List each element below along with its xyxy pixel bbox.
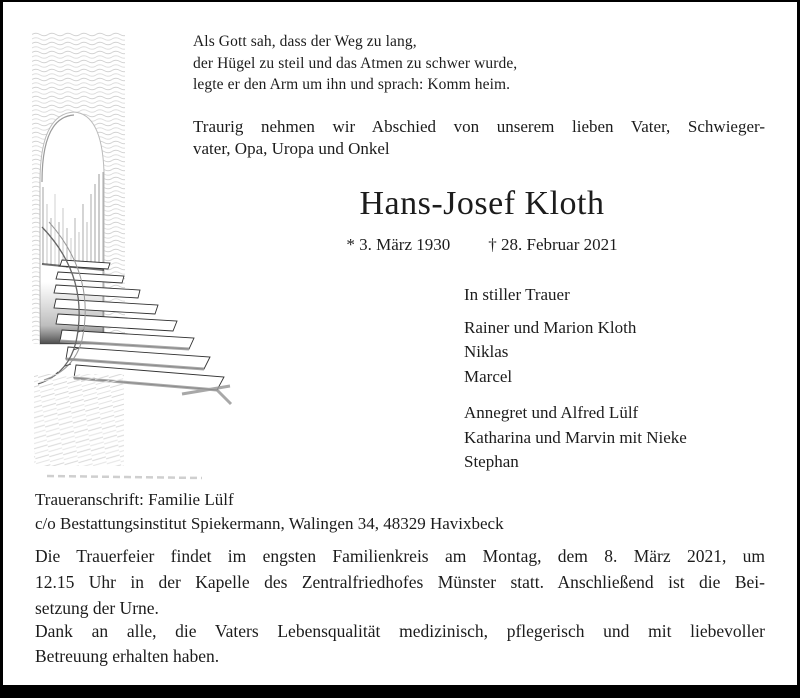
- thanks-note-line: Dank an alle, die Vaters Lebensqualität medizinisch, pflegerisch und mit liebevoller: [35, 621, 765, 641]
- mourners-section: [464, 283, 687, 475]
- mourner-group: [464, 316, 687, 390]
- funeral-info-line: 12.15 Uhr in der Kapelle des Zentralfriedhofes Münster statt. Anschließend ist die Bei-: [35, 572, 765, 592]
- mourner-name: Katharina und Marvin mit Nieke: [464, 427, 687, 447]
- mourning-intro: In stiller Trauer: [464, 285, 570, 304]
- condolence-address-line: Traueranschrift: Familie Lülf: [35, 490, 234, 509]
- stairway-to-light-illustration: [32, 32, 234, 484]
- mourner-name: Rainer und Marion Kloth: [464, 317, 637, 337]
- verse-line: legte er den Arm um ihn und sprach: Komm heim.: [193, 76, 511, 94]
- farewell-intro-line: Traurig nehmen wir Abschied von unserem lieben Vater, Schwieger-: [193, 117, 765, 136]
- mourner-name: Niklas: [464, 342, 509, 361]
- life-dates: [193, 235, 771, 255]
- mourner-name: Annegret und Alfred Lülf: [464, 403, 639, 422]
- condolence-address: [35, 488, 504, 535]
- thanks-note: [35, 619, 765, 668]
- funeral-info: [35, 543, 765, 621]
- funeral-info-line: Die Trauerfeier findet im engsten Familienkreis am Montag, dem 8. März 2021, um: [35, 546, 765, 566]
- condolence-address-line: c/o Bestattungsinstitut Spiekermann, Walingen 34, 48329 Havixbeck: [35, 513, 504, 533]
- death-date: † 28. Februar 2021: [488, 235, 618, 254]
- mourner-name: Stephan: [464, 452, 519, 471]
- verse-line: der Hügel zu steil und das Atmen zu schwer wurde,: [193, 54, 518, 72]
- verse-line: Als Gott sah, dass der Weg zu lang,: [193, 33, 417, 50]
- memorial-verse: [193, 31, 517, 96]
- deceased-name: Hans-Josef Kloth: [359, 185, 605, 222]
- farewell-intro: [193, 116, 765, 160]
- farewell-intro-line: vater, Opa, Uropa und Onkel: [193, 139, 390, 158]
- stairway-sketch-drawing: [32, 32, 234, 484]
- mourner-name: Marcel: [464, 366, 513, 386]
- birth-date: * 3. März 1930: [346, 235, 451, 254]
- mourner-group: [464, 401, 687, 475]
- funeral-info-line: setzung der Urne.: [35, 598, 159, 618]
- thanks-note-line: Betreuung erhalten haben.: [35, 645, 220, 666]
